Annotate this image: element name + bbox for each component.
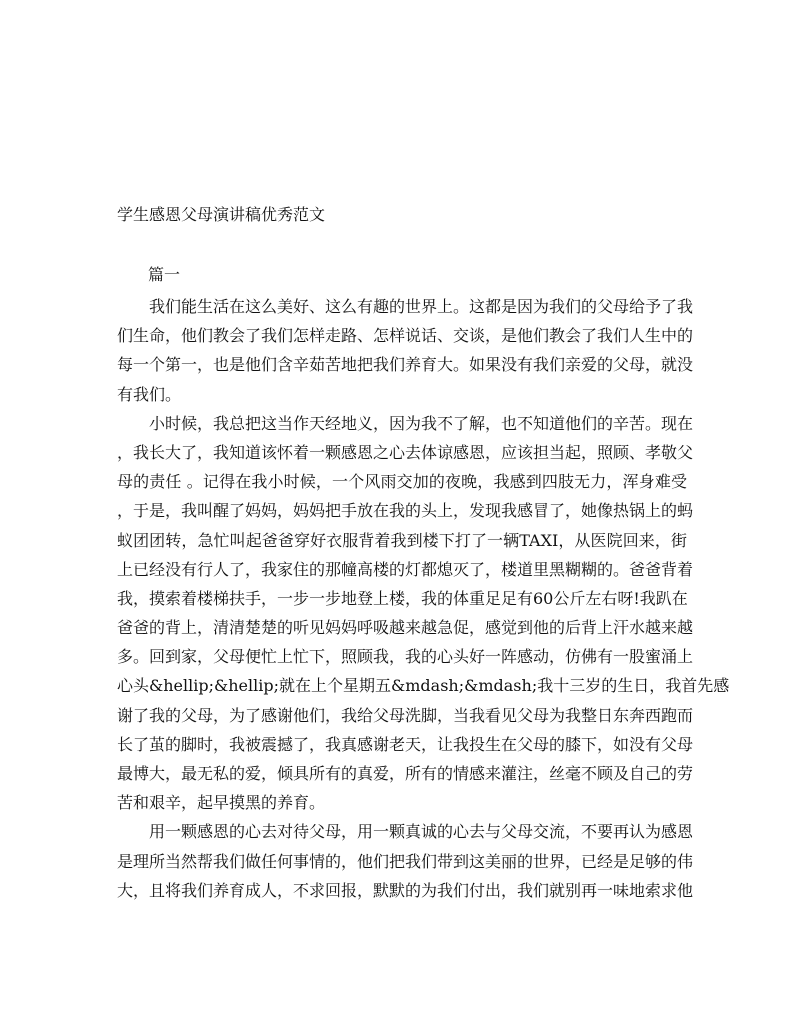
text-line: 我，摸索着楼梯扶手，一步一步地登上楼，我的体重足足有60公斤左右呀!我趴在 — [117, 588, 688, 608]
text-line: 谢了我的父母，为了感谢他们，我给父母洗脚，当我看见父母为我整日东奔西跑而 — [117, 705, 694, 725]
body-text — [117, 292, 730, 905]
text-line: 最博大，最无私的爱，倾具所有的真爱，所有的情感来灌注，丝毫不顾及自己的劳 — [117, 764, 694, 783]
text-line: 们生命，他们教会了我们怎样走路、怎样说话、交谈，是他们教会了我们人生中的 — [117, 326, 694, 346]
text-line: 母的责任 。记得在我小时候，一个风雨交加的夜晚，我感到四肢无力，浑身难受 — [117, 472, 687, 492]
text-line: 用一颗感恩的心去对待父母，用一颗真诚的心去与父母交流，不要再认为感恩 — [117, 822, 694, 842]
text-line: 心头&hellip;&hellip;就在上个星期五&mdash;&mdash;我十三岁的生日，我首先感 — [117, 676, 730, 696]
document-title: 学生感恩父母演讲稿优秀范文 — [117, 205, 326, 224]
text-line: ，我长大了，我知道该怀着一颗感恩之心去体谅感恩，应该担当起，照顾、孝敬父 — [117, 442, 694, 462]
text-line: 爸爸的背上，清清楚楚的听见妈妈呼吸越来越急促，感觉到他的后背上汗水越来越 — [117, 618, 694, 638]
text-line: 苦和艰辛，起早摸黑的养育。 — [117, 793, 326, 813]
text-line: 是理所当然帮我们做任何事情的，他们把我们带到这美丽的世界，已经是足够的伟 — [117, 851, 694, 871]
text-line: 大，且将我们养育成人，不求回报，默默的为我们付出，我们就别再一味地索求他 — [117, 880, 694, 900]
text-line: ，于是，我叫醒了妈妈，妈妈把手放在我的头上，发现我感冒了，她像热锅上的蚂 — [117, 501, 694, 521]
text-line: 蚁团团转，急忙叫起爸爸穿好衣服背着我到楼下打了一辆TAXI，从医院回来，街 — [117, 530, 687, 550]
section-heading: 篇一 — [148, 265, 181, 284]
text-line: 小时候，我总把这当作天经地义，因为我不了解，也不知道他们的辛苦。现在 — [117, 413, 694, 433]
text-line: 有我们。 — [117, 384, 182, 404]
text-line: 多。回到家，父母便忙上忙下，照顾我，我的心头好一阵感动，仿佛有一股蜜涌上 — [117, 647, 694, 667]
text-line: 每一个第一，也是他们含辛茹苦地把我们养育大。如果没有我们亲爱的父母，就没 — [117, 355, 694, 375]
text-line: 我们能生活在这么美好、这么有趣的世界上。这都是因为我们的父母给予了我 — [117, 297, 694, 316]
text-line: 长了茧的脚时，我被震撼了，我真感谢老天，让我投生在父母的膝下，如没有父母 — [117, 734, 694, 754]
text-line: 上已经没有行人了，我家住的那幢高楼的灯都熄灭了，楼道里黑糊糊的。爸爸背着 — [117, 559, 694, 579]
